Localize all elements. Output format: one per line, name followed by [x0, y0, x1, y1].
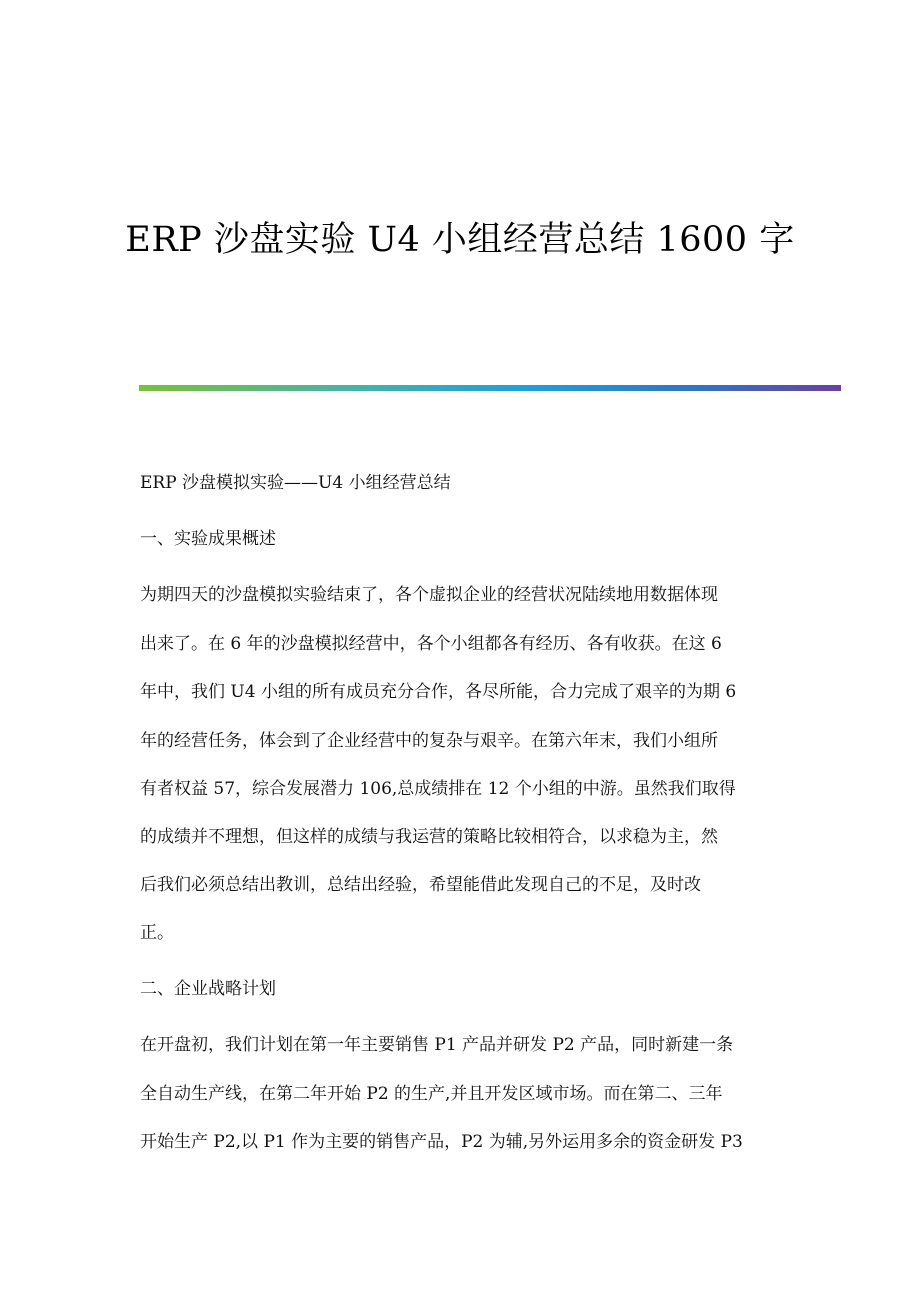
- paragraph-line: 出来了。在 6 年的沙盘模拟经营中，各个小组都各有经历、各有收获。在这 6: [140, 634, 722, 654]
- paragraph-line: 有者权益 57，综合发展潜力 106,总成绩排在 12 个小组的中游。虽然我们取得: [140, 779, 736, 799]
- paragraph-line: 的成绩并不理想，但这样的成绩与我运营的策略比较相符合，以求稳为主，然: [140, 827, 718, 847]
- section-heading-results: 一、实验成果概述: [140, 529, 276, 549]
- paragraph-line: 正。: [140, 923, 174, 943]
- section-heading-strategy: 二、企业战略计划: [140, 979, 276, 999]
- paragraph-line: 年中，我们 U4 小组的所有成员充分合作，各尽所能，合力完成了艰辛的为期 6: [140, 682, 737, 702]
- paragraph-line: 在开盘初，我们计划在第一年主要销售 P1 产品并研发 P2 产品，同时新建一条: [140, 1035, 734, 1055]
- document-subtitle: ERP 沙盘模拟实验——U4 小组经营总结: [140, 473, 451, 493]
- title-divider: [139, 385, 841, 391]
- paragraph-line: 年的经营任务，体会到了企业经营中的复杂与艰辛。在第六年末，我们小组所: [140, 731, 718, 751]
- paragraph-line: 全自动生产线，在第二年开始 P2 的生产,并且开发区域市场。而在第二、三年: [140, 1084, 723, 1104]
- document-title: ERP 沙盘实验 U4 小组经营总结 1600 字: [125, 220, 795, 260]
- paragraph-line: 开始生产 P2,以 P1 作为主要的销售产品，P2 为辅,另外运用多余的资金研发 P3: [140, 1132, 743, 1152]
- paragraph-line: 为期四天的沙盘模拟实验结束了，各个虚拟企业的经营状况陆续地用数据体现: [140, 585, 718, 605]
- paragraph-line: 后我们必须总结出教训，总结出经验，希望能借此发现自己的不足，及时改: [140, 875, 701, 895]
